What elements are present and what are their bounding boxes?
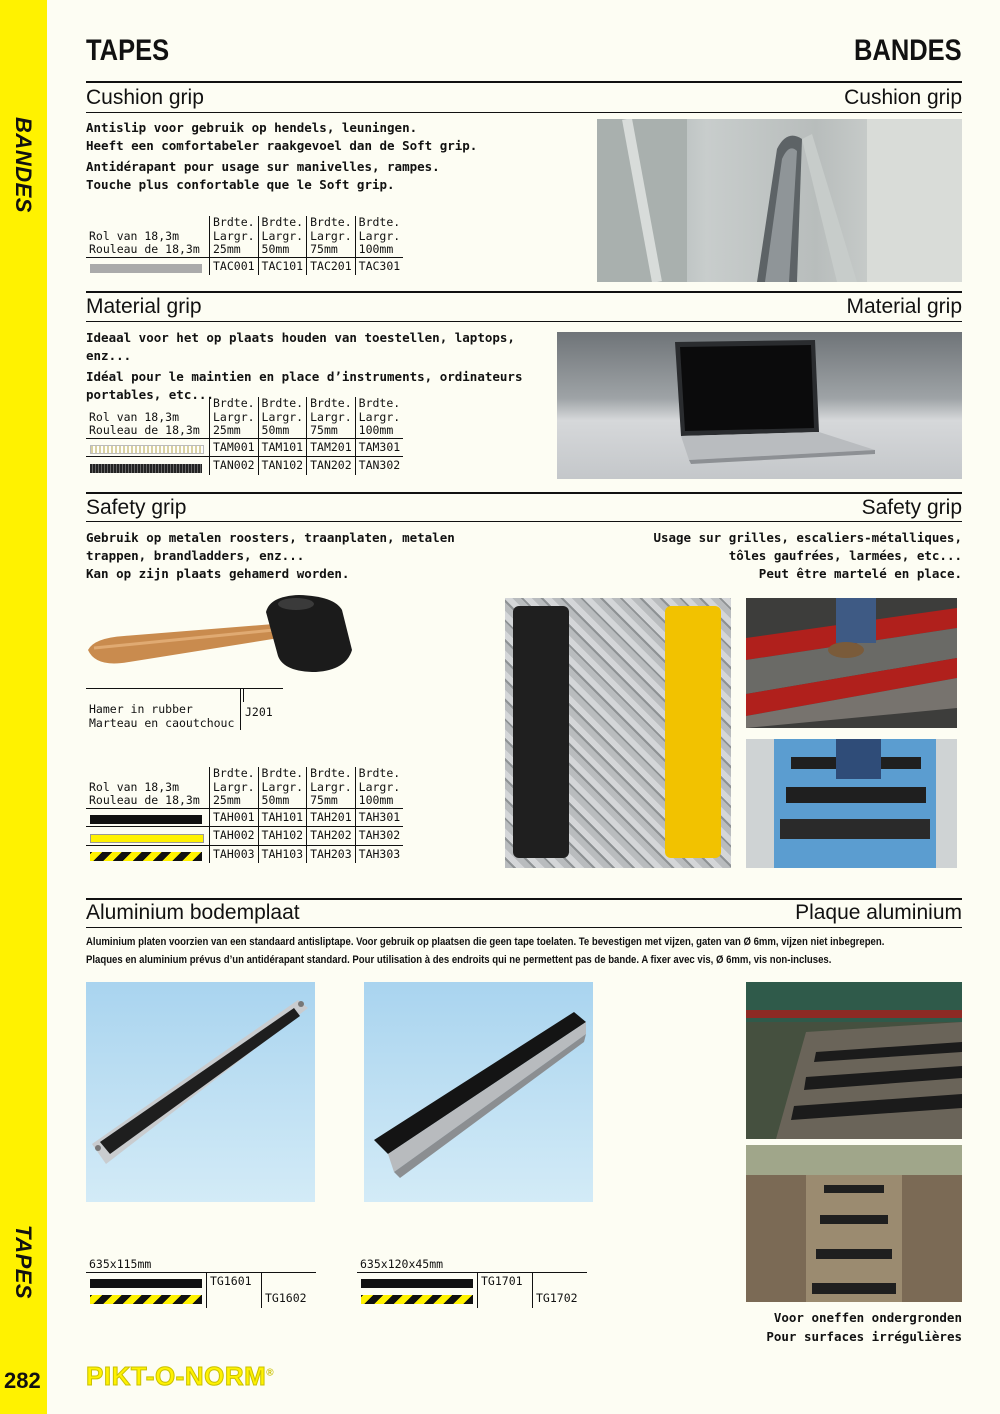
alu-title-left: Aluminium bodemplaat: [86, 901, 300, 924]
garden-steps-photo: [746, 1145, 962, 1302]
material-laptop-photo: [557, 332, 962, 479]
treadplate-tape-photo: [505, 598, 731, 868]
safety-title-right: Safety grip: [861, 496, 962, 519]
section-rule: [86, 898, 962, 900]
page-number: 282: [4, 1368, 41, 1393]
tape-swatch-black: [90, 464, 202, 473]
section-underline: [86, 927, 962, 928]
alu-spec-table-1: 635x115mm TG1601 TG1602: [86, 1258, 316, 1308]
brand-logo: PIKT-O-NORM®: [86, 1361, 275, 1391]
blue-stairs-photo: [746, 739, 957, 868]
alu-plate-angled-photo: [364, 982, 593, 1202]
metal-stairs-photo: [746, 598, 957, 728]
cushion-handrail-photo: [597, 119, 962, 282]
table-row: TAC001 TAC101 TAC201 TAC301: [86, 257, 403, 275]
table-row: TAH002 TAH102 TAH202 TAH302: [86, 827, 403, 846]
material-spec-table: Rol van 18,3m Rouleau de 18,3m Brdte. Largr. 25mm Brdte. Largr. 50mm Brdte. Largr. 75mm Brdte. Largr. 100mm TAM001 TAM101 TAM201 TAM301 TAN002 TAN102 TAN202 TAN302: [86, 397, 403, 475]
safety-description-right: Usage sur grilles, escaliers-métalliques, tôles gaufrées, larmées, etc... Peut être martelé en place.: [653, 530, 962, 581]
alu-plate-flat-photo: [86, 982, 315, 1202]
cushion-title-left: Cushion grip: [86, 86, 204, 109]
tape-swatch-black: [361, 1279, 473, 1288]
safety-spec-table: Rol van 18,3m Rouleau de 18,3m Brdte. Largr. 25mm Brdte. Largr. 50mm Brdte. Largr. 75mm Brdte. Largr. 100mm TAH001 TAH101 TAH201 TAH301 TAH002 TAH102 TAH202 TAH302 TAH003 TAH103 TAH203 TAH303: [86, 767, 403, 863]
page-title-left: TAPES: [86, 34, 170, 67]
table-row: TAM001 TAM101 TAM201 TAM301: [86, 438, 403, 457]
tape-swatch-black: [90, 815, 202, 824]
alu-description: Aluminium platen voorzien van een standaard antisliptape. Voor gebruik op plaatsen die geen tape toelaten. Te bevestigen met vijzen, gaten van Ø 6mm, vijzen niet inbegrepen. Plaques en aluminium prévus d’un antidérapant standard. Pour utilisation à des endroits qui ne permettent pas de bande. A fixer avec vis, Ø 6mm, vis non-incluses.: [86, 936, 885, 966]
section-rule: [86, 492, 962, 494]
alu-title-right: Plaque aluminium: [795, 901, 962, 924]
tape-swatch-yellow: [90, 834, 204, 843]
side-label-top: BANDES: [11, 117, 36, 213]
tape-swatch-hazard: [90, 1295, 202, 1304]
page-title-right: BANDES: [854, 34, 962, 67]
table-row: TAH001 TAH101 TAH201 TAH301: [86, 808, 403, 827]
table-row: TAH003 TAH103 TAH203 TAH303: [86, 845, 403, 863]
hammer-spec-table: Hamer in rubber Marteau en caoutchouc J201: [86, 688, 283, 730]
section-underline: [86, 112, 962, 113]
material-description: Ideaal voor het op plaats houden van toestellen, laptops, enz... Idéal pour le maintien en place d’instruments, ordinateurs portables, etc...: [86, 330, 523, 402]
alu-photo-caption: Voor oneffen ondergronden Pour surfaces irrégulières: [766, 1310, 962, 1344]
hammer-code: J201: [241, 689, 283, 731]
table-tick: [243, 688, 244, 702]
cushion-description: Antislip voor gebruik op hendels, leuningen. Heeft een comfortabeler raakgevoel dan de Soft grip. Antidérapant pour usage sur manivelles, rampes. Touche plus confortable que le Soft grip.: [86, 120, 478, 192]
section-underline: [86, 521, 962, 522]
tape-swatch-hazard: [361, 1295, 473, 1304]
rubber-hammer-photo: [84, 590, 359, 682]
jetty-steps-photo: [746, 982, 962, 1139]
section-underline: [86, 321, 962, 322]
cushion-spec-table: Rol van 18,3m Rouleau de 18,3m Brdte. Largr. 25mm Brdte. Largr. 50mm Brdte. Largr. 75mm Brdte. Largr. 100mm TAC001 TAC101 TAC201 TAC301: [86, 216, 403, 275]
tape-swatch-grey: [90, 264, 202, 273]
section-rule: [86, 291, 962, 293]
alu-spec-table-2: 635x120x45mm TG1701 TG1702: [357, 1258, 587, 1308]
table-row: TAN002 TAN102 TAN202 TAN302: [86, 457, 403, 475]
safety-title-left: Safety grip: [86, 496, 187, 519]
section-rule: [86, 81, 962, 83]
side-label-bottom: TAPES: [11, 1224, 36, 1300]
cushion-title-right: Cushion grip: [844, 86, 962, 109]
material-title-left: Material grip: [86, 295, 202, 318]
tape-swatch-black: [90, 1279, 202, 1288]
material-title-right: Material grip: [846, 295, 962, 318]
tape-swatch-clear: [90, 445, 204, 454]
tape-swatch-hazard: [90, 852, 202, 861]
safety-description-left: Gebruik op metalen roosters, traanplaten, metalen trappen, brandladders, enz... Kan op zijn plaats gehamerd worden.: [86, 530, 455, 581]
